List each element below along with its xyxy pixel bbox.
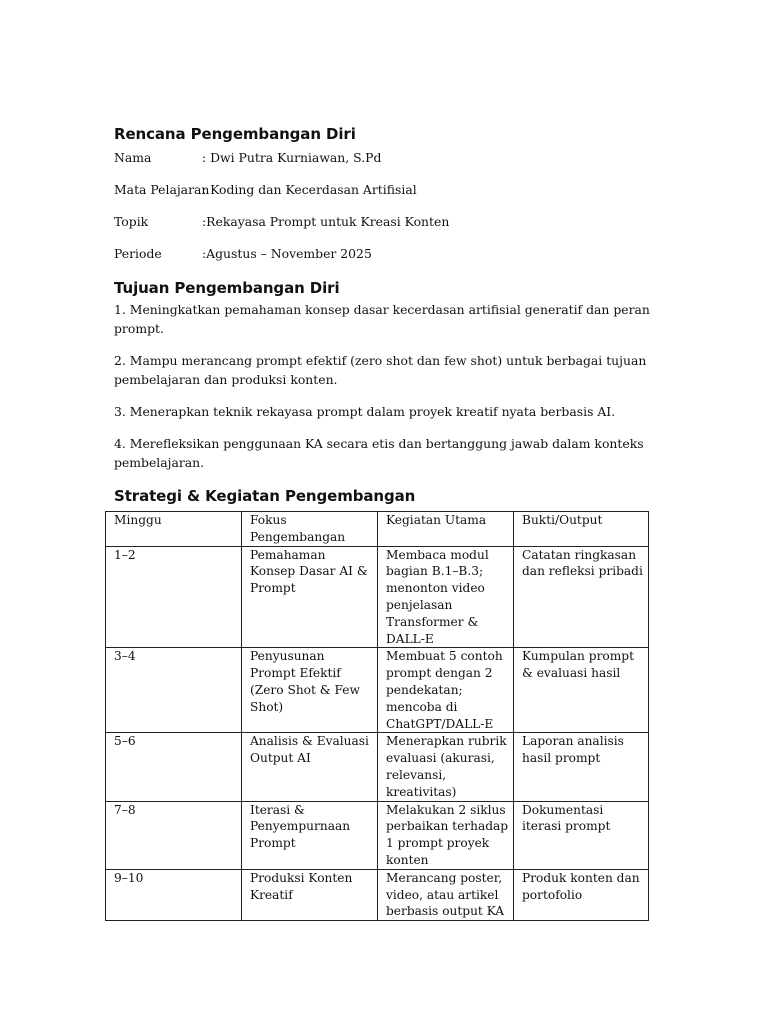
goal-item: 4. Merefleksikan penggunaan KA secara etis dan bertanggung jawab dalam konteks pembelajaran. xyxy=(114,436,644,470)
table-cell: Produksi Konten Kreatif xyxy=(242,869,378,920)
table-cell: Dokumentasi iterasi prompt xyxy=(514,801,649,869)
table-row xyxy=(106,648,649,733)
table-cell: 1–2 xyxy=(106,546,242,648)
table-cell: 9–10 xyxy=(106,869,242,920)
table-cell: Merancang poster, video, atau artikel berbasis output KA xyxy=(378,869,514,920)
table-cell: Membaca modul bagian B.1–B.3; menonton video penjelasan Transformer & DALL-E xyxy=(378,546,514,648)
strategy-table xyxy=(105,511,649,921)
table-cell: Laporan analisis hasil prompt xyxy=(514,733,649,801)
document-title: Rencana Pengembangan Diri xyxy=(114,125,356,143)
table-cell: 5–6 xyxy=(106,733,242,801)
field-label-mata-pelajaran: Mata Pelajaran xyxy=(114,182,210,197)
field-label-nama: Nama xyxy=(114,150,152,165)
table-header-cell: Minggu xyxy=(106,512,242,547)
table-cell: Pemahaman Konsep Dasar AI & Prompt xyxy=(242,546,378,648)
table-cell: Melakukan 2 siklus perbaikan terhadap 1 prompt proyek konten xyxy=(378,801,514,869)
table-header-cell: Bukti/Output xyxy=(514,512,649,547)
goals-heading: Tujuan Pengembangan Diri xyxy=(114,279,340,297)
field-value-periode: :Agustus – November 2025 xyxy=(202,246,372,261)
table-cell: Catatan ringkasan dan refleksi pribadi xyxy=(514,546,649,648)
strategy-heading: Strategi & Kegiatan Pengembangan xyxy=(114,487,416,505)
table-cell: Analisis & Evaluasi Output AI xyxy=(242,733,378,801)
table-cell: Menerapkan rubrik evaluasi (akurasi, relevansi, kreativitas) xyxy=(378,733,514,801)
table-cell: Iterasi & Penyempurnaan Prompt xyxy=(242,801,378,869)
table-row xyxy=(106,546,649,648)
field-value-mata-pelajaran: : Koding dan Kecerdasan Artifisial xyxy=(202,182,417,197)
goal-item: 3. Menerapkan teknik rekayasa prompt dalam proyek kreatif nyata berbasis AI. xyxy=(114,404,616,419)
goal-item: 2. Mampu merancang prompt efektif (zero shot dan few shot) untuk berbagai tujuan pembelajaran dan produksi konten. xyxy=(114,353,647,387)
table-row xyxy=(106,733,649,801)
field-label-periode: Periode xyxy=(114,246,162,261)
table-row xyxy=(106,801,649,869)
table-header-cell: Kegiatan Utama xyxy=(378,512,514,547)
table-cell: Membuat 5 contoh prompt dengan 2 pendekatan; mencoba di ChatGPT/DALL-E xyxy=(378,648,514,733)
table-cell: Penyusunan Prompt Efektif (Zero Shot & Few Shot) xyxy=(242,648,378,733)
field-label-topik: Topik xyxy=(114,214,149,229)
table-header-row xyxy=(106,512,649,547)
table-cell: Produk konten dan portofolio xyxy=(514,869,649,920)
field-value-nama: : Dwi Putra Kurniawan, S.Pd xyxy=(202,150,382,165)
table-row xyxy=(106,869,649,920)
field-value-topik: :Rekayasa Prompt untuk Kreasi Konten xyxy=(202,214,450,229)
table-cell: 7–8 xyxy=(106,801,242,869)
table-cell: Kumpulan prompt & evaluasi hasil xyxy=(514,648,649,733)
goal-item: 1. Meningkatkan pemahaman konsep dasar kecerdasan artifisial generatif dan peran prompt. xyxy=(114,302,650,336)
table-header-cell: Fokus Pengembangan xyxy=(242,512,378,547)
table-cell: 3–4 xyxy=(106,648,242,733)
